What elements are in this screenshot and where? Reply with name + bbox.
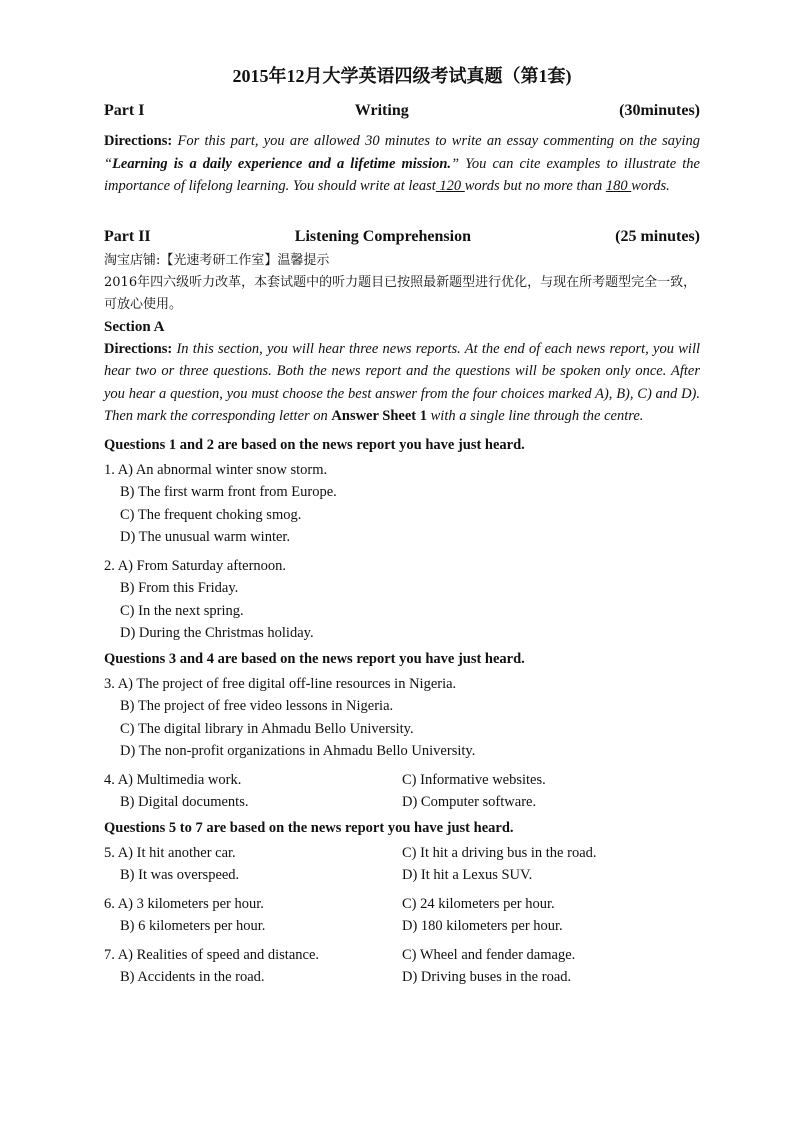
page-title: 2015年12月大学英语四级考试真题（第1套)	[232, 66, 572, 86]
part2-directions-label: Directions:	[104, 340, 173, 357]
q6-option-d: D) 180 kilometers per hour.	[402, 918, 563, 934]
part1-directions-text-4: words.	[631, 178, 670, 194]
q4-option-c: C) Informative websites.	[402, 771, 546, 788]
q5-option-d: D) It hit a Lexus SUV.	[402, 867, 533, 883]
q3-option-c: C) The digital library in Ahmadu Bello University.	[120, 720, 414, 737]
q7-option-a: 7. A) Realities of speed and distance.	[104, 946, 320, 963]
question-group-2: Questions 3 and 4 are based on the news report you have just heard.	[104, 650, 525, 667]
exam-page	[104, 56, 700, 989]
q5-option-a: 5. A) It hit another car.	[104, 844, 236, 861]
part1-directions-text-2: ” You can cite examples to illustrate the importance of lifelong learning. You should write at least	[104, 155, 700, 194]
listening-reform-note: 2016年四六级听力改革，本套试题中的听力题目已按照最新题型进行优化，与现在所考题型完全一致，可放心使用。	[104, 274, 697, 312]
part1-directions-text-1: For this part, you are allowed 30 minutes to write an essay commenting on the saying “	[104, 133, 701, 172]
part1-time: (30minutes)	[619, 102, 700, 119]
question-6	[104, 893, 700, 938]
part2-label: Part II	[104, 227, 151, 245]
question-2	[104, 555, 700, 645]
q2-option-c: C) In the next spring.	[120, 602, 244, 619]
part1-header	[104, 100, 700, 122]
part2-directions-text-2: with a single line through the centre.	[427, 408, 644, 424]
q1-option-d: D) The unusual warm winter.	[120, 529, 291, 545]
q6-option-b: B) 6 kilometers per hour.	[120, 918, 266, 934]
question-4	[104, 769, 700, 814]
part1-directions-text-3: words but no more than	[464, 178, 606, 194]
q3-option-d: D) The non-profit organizations in Ahmadu Bello University.	[120, 743, 476, 759]
essay-quote: Learning is a daily experience and a lifetime mission.	[112, 155, 452, 172]
part2-directions	[104, 338, 700, 428]
q2-option-b: B) From this Friday.	[120, 580, 239, 596]
question-group-3: Questions 5 to 7 are based on the news report you have just heard.	[104, 819, 514, 836]
q2-option-a: 2. A) From Saturday afternoon.	[104, 557, 287, 574]
part1-directions	[104, 130, 700, 198]
question-1	[104, 459, 700, 549]
q3-option-b: B) The project of free video lessons in Nigeria.	[120, 698, 394, 714]
q7-option-d: D) Driving buses in the road.	[402, 969, 572, 985]
part1-name: Writing	[354, 102, 409, 119]
q7-option-b: B) Accidents in the road.	[120, 969, 265, 985]
q5-option-c: C) It hit a driving bus in the road.	[402, 844, 597, 861]
q6-option-a: 6. A) 3 kilometers per hour.	[104, 895, 264, 912]
q4-option-d: D) Computer software.	[402, 794, 537, 810]
answer-sheet-label: Answer Sheet 1	[331, 408, 427, 424]
shop-note: 淘宝店铺:【光速考研工作室】温馨提示	[104, 252, 330, 268]
q3-option-a: 3. A) The project of free digital off-line resources in Nigeria.	[104, 675, 457, 692]
part1-directions-label: Directions:	[104, 133, 173, 149]
q4-option-a: 4. A) Multimedia work.	[104, 771, 242, 788]
q1-option-b: B) The first warm front from Europe.	[120, 484, 337, 500]
part2-time: (25 minutes)	[615, 227, 700, 245]
part2-directions-text-1: In this section, you will hear three news reports. At the end of each news report, you will hear two or three questions. Both the news report and the questions will be spoken only once. After you hear a question, you must choose the best answer from the four choices marked A), B), C) and D). Then mark the corresponding letter on	[104, 340, 701, 424]
question-5	[104, 842, 700, 887]
question-7	[104, 944, 700, 989]
section-a-title: Section A	[104, 318, 165, 335]
q6-option-c: C) 24 kilometers per hour.	[402, 895, 555, 912]
q1-option-a: 1. A) An abnormal winter snow storm.	[104, 461, 328, 478]
q7-option-c: C) Wheel and fender damage.	[402, 946, 576, 963]
question-group-1: Questions 1 and 2 are based on the news report you have just heard.	[104, 436, 525, 453]
q5-option-b: B) It was overspeed.	[120, 867, 240, 883]
question-3	[104, 673, 700, 763]
min-words: 120	[435, 178, 465, 194]
max-words: 180	[605, 178, 632, 194]
part1-label: Part I	[104, 102, 145, 119]
q2-option-d: D) During the Christmas holiday.	[120, 625, 314, 641]
part2-header	[104, 226, 700, 248]
q4-option-b: B) Digital documents.	[120, 794, 249, 810]
part2-name: Listening Comprehension	[294, 227, 471, 245]
q1-option-c: C) The frequent choking smog.	[120, 506, 302, 523]
